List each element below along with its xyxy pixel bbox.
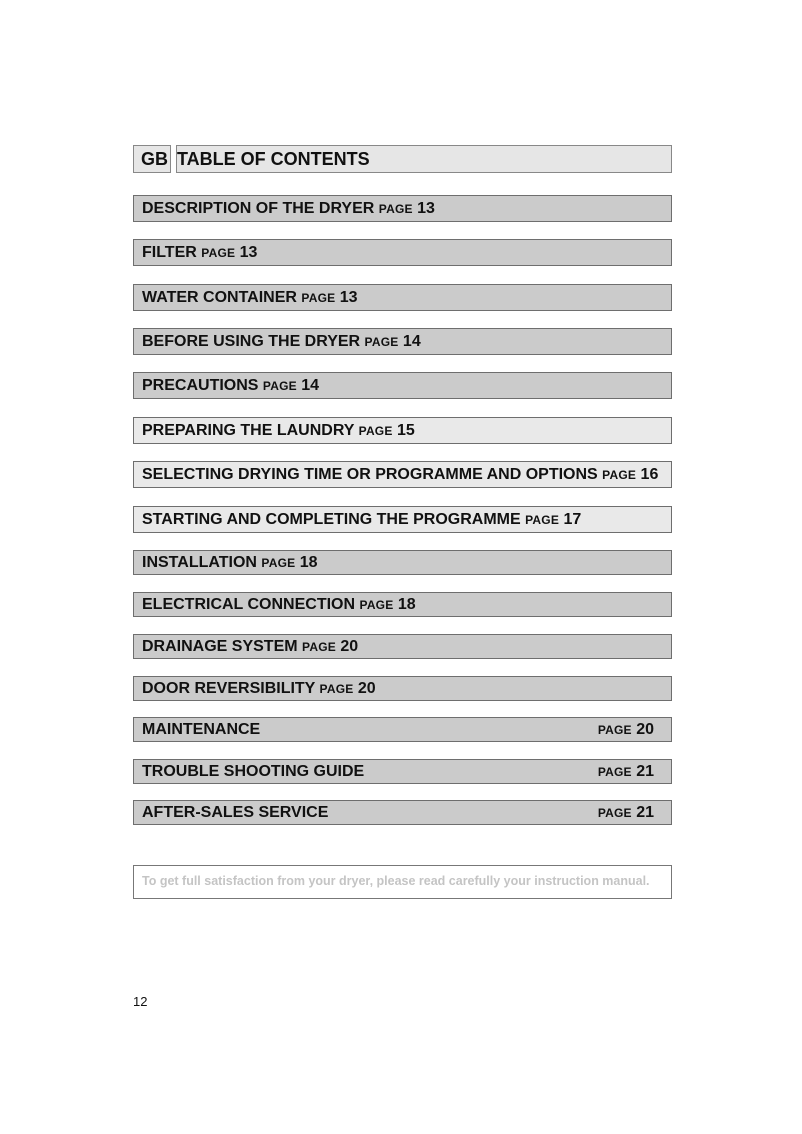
toc-entry-description[interactable] bbox=[133, 195, 672, 222]
toc-entry-electrical-connection[interactable] bbox=[133, 592, 672, 617]
toc-page-number: 18 bbox=[299, 554, 318, 571]
toc-entry-label: AFTER-SALES SERVICE bbox=[142, 804, 329, 821]
toc-page-word: PAGE bbox=[602, 468, 637, 482]
toc-entry-label: WATER CONTAINER bbox=[142, 289, 297, 306]
toc-page-word: PAGE bbox=[359, 598, 394, 612]
toc-page-number: 21 bbox=[636, 763, 654, 780]
toc-entry-label: INSTALLATION bbox=[142, 554, 257, 571]
toc-page-number: 13 bbox=[239, 244, 258, 261]
toc-page-number: 14 bbox=[301, 377, 320, 394]
toc-page-ref bbox=[598, 801, 654, 825]
toc-entry-label: TROUBLE SHOOTING GUIDE bbox=[142, 763, 365, 780]
toc-entry-starting-completing[interactable] bbox=[133, 506, 672, 533]
toc-entry-water-container[interactable] bbox=[133, 284, 672, 311]
toc-entry-after-sales[interactable] bbox=[133, 800, 672, 825]
toc-page-word: PAGE bbox=[358, 424, 393, 438]
toc-page-number: 13 bbox=[339, 289, 358, 306]
toc-page-ref bbox=[598, 718, 654, 742]
toc-entry-trouble-shooting[interactable] bbox=[133, 759, 672, 784]
toc-entry-precautions[interactable] bbox=[133, 372, 672, 399]
toc-entry-installation[interactable] bbox=[133, 550, 672, 575]
toc-page-number: 13 bbox=[417, 200, 435, 217]
page-number: 12 bbox=[133, 994, 148, 1009]
toc-entry-label: ELECTRICAL CONNECTION bbox=[142, 596, 356, 613]
toc-entry-label: DRAINAGE SYSTEM bbox=[142, 638, 298, 655]
toc-entry-before-using[interactable] bbox=[133, 328, 672, 355]
toc-page-number: 21 bbox=[636, 804, 654, 821]
toc-entry-label: PREPARING THE LAUNDRY bbox=[142, 422, 355, 439]
toc-entry-drainage-system[interactable] bbox=[133, 634, 672, 659]
toc-page-number: 18 bbox=[397, 596, 416, 613]
toc-page-word: PAGE bbox=[201, 246, 236, 260]
toc-entry-label: STARTING AND COMPLETING THE PROGRAMME bbox=[142, 511, 521, 528]
toc-entry-label: DOOR REVERSIBILITY bbox=[142, 680, 316, 697]
toc-page-word: PAGE bbox=[597, 723, 632, 737]
toc-page-word: PAGE bbox=[262, 379, 297, 393]
toc-entry-preparing-laundry[interactable] bbox=[133, 417, 672, 444]
satisfaction-note: To get full satisfaction from your dryer, please read carefully your instruction manual. bbox=[133, 865, 672, 899]
toc-page-word: PAGE bbox=[302, 640, 336, 654]
page-title: TABLE OF CONTENTS bbox=[176, 145, 672, 173]
toc-page-number: 20 bbox=[636, 721, 654, 738]
toc-entry-label: FILTER bbox=[142, 244, 197, 261]
toc-entry-label: MAINTENANCE bbox=[142, 721, 261, 738]
toc-entry-maintenance[interactable] bbox=[133, 717, 672, 742]
toc-entry-label: BEFORE USING THE DRYER bbox=[142, 333, 361, 350]
toc-entry-door-reversibility[interactable] bbox=[133, 676, 672, 701]
toc-page-word: PAGE bbox=[597, 806, 632, 820]
toc-page-ref bbox=[598, 760, 654, 784]
toc-page-word: PAGE bbox=[525, 513, 560, 527]
toc-page-number: 14 bbox=[402, 333, 421, 350]
toc-entry-label: DESCRIPTION OF THE DRYER bbox=[142, 200, 375, 217]
toc-page-number: 15 bbox=[397, 422, 415, 439]
toc-page-word: PAGE bbox=[378, 202, 413, 216]
toc-page-number: 20 bbox=[340, 638, 359, 655]
toc-entry-filter[interactable] bbox=[133, 239, 672, 266]
toc-page-number: 20 bbox=[357, 680, 376, 697]
toc-page-number: 17 bbox=[563, 511, 582, 528]
toc-entry-label: SELECTING DRYING TIME OR PROGRAMME AND OPTIONS bbox=[142, 466, 598, 483]
toc-page-word: PAGE bbox=[319, 682, 354, 696]
toc-page-word: PAGE bbox=[364, 335, 399, 349]
toc-entry-label: PRECAUTIONS bbox=[142, 377, 259, 394]
toc-page-word: PAGE bbox=[597, 765, 632, 779]
toc-page-number: 16 bbox=[640, 466, 659, 483]
toc-page-word: PAGE bbox=[301, 291, 336, 305]
toc-entry-selecting-drying-time[interactable] bbox=[133, 461, 672, 488]
toc-page-word: PAGE bbox=[261, 556, 296, 570]
language-code: GB bbox=[133, 145, 171, 173]
